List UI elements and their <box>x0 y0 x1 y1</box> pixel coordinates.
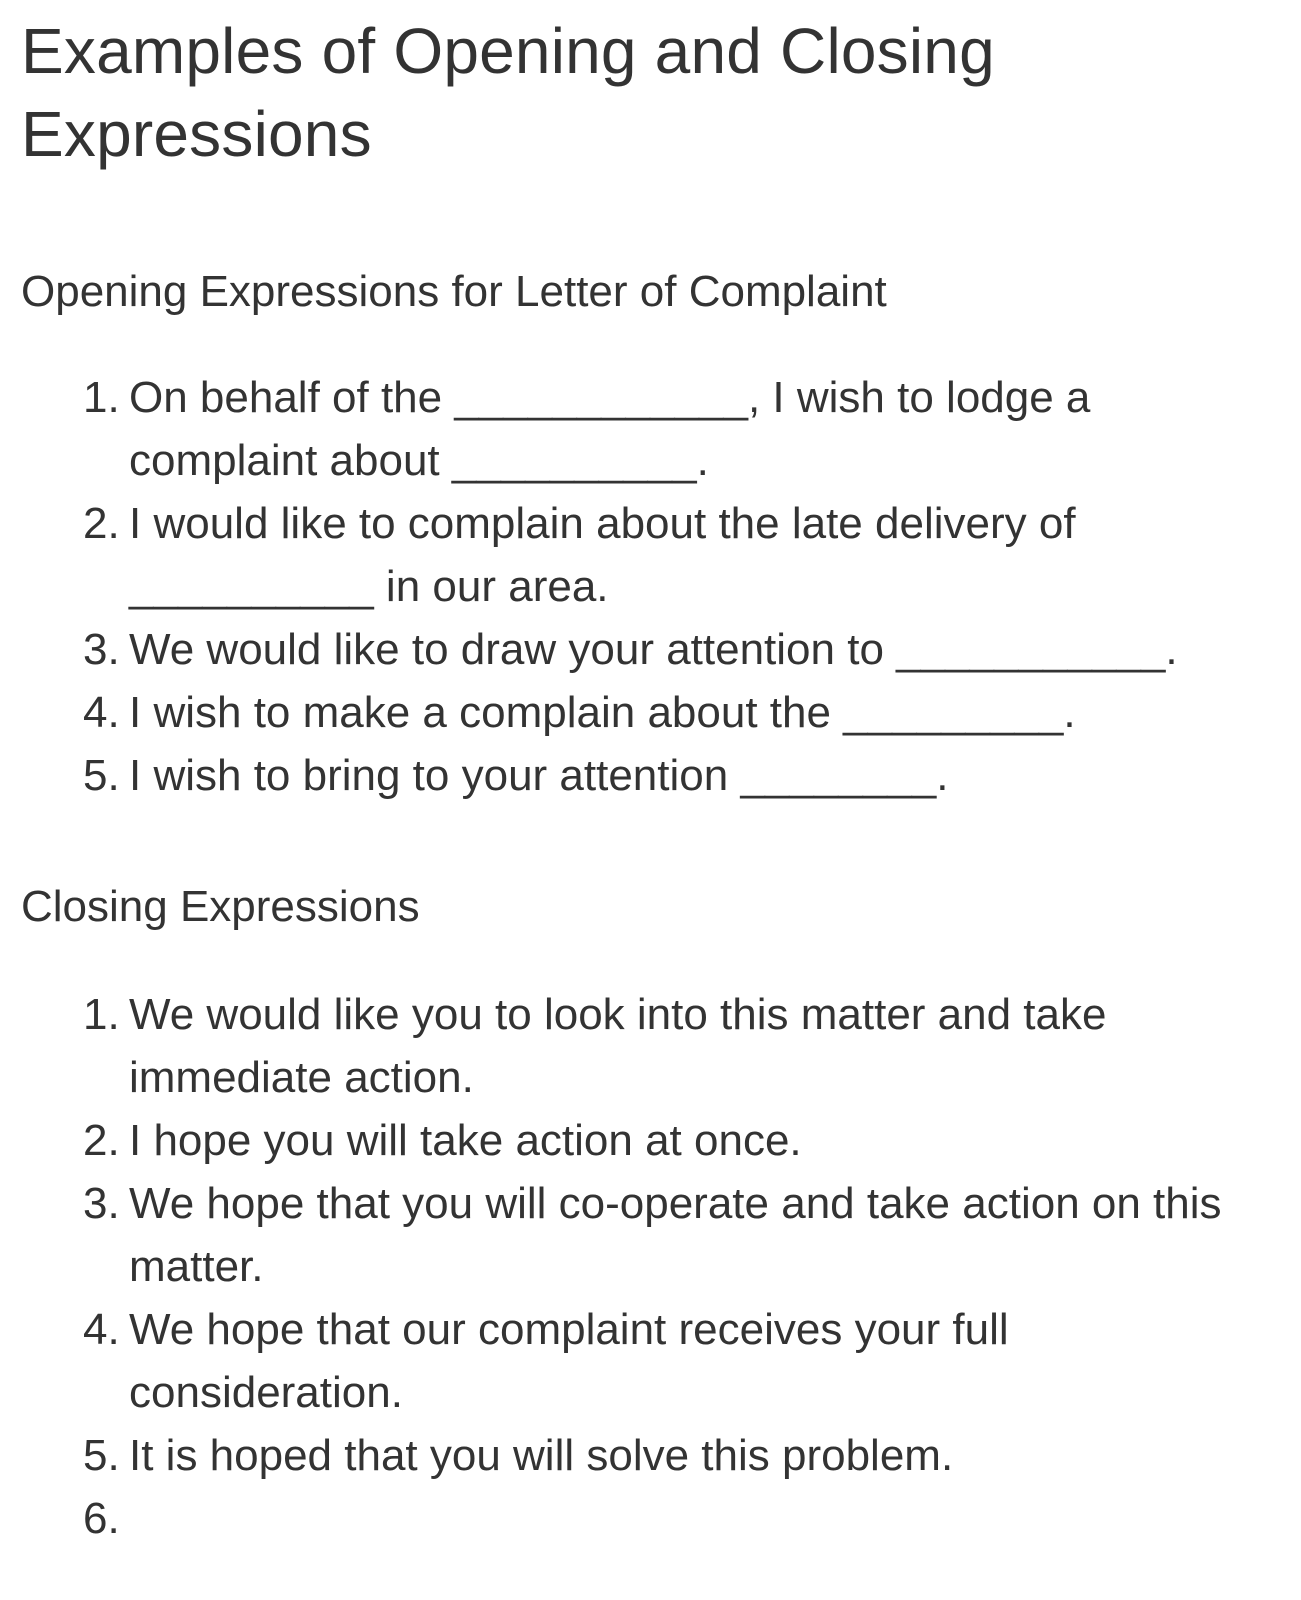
list-item-text: I would like to complain about the late delivery of __________ in our area. <box>129 499 1076 611</box>
list-item-text: I wish to bring to your attention ________. <box>129 751 949 800</box>
list-item <box>83 1109 1281 1172</box>
list-item-number: 4. <box>83 688 120 737</box>
list-item-number: 6. <box>83 1494 120 1543</box>
list-item-number: 2. <box>83 1116 120 1165</box>
list-item-text: We would like you to look into this matter and take immediate action. <box>129 990 1107 1102</box>
list-item <box>83 983 1281 1109</box>
list-item-text: On behalf of the ____________, I wish to lodge a complaint about __________. <box>129 373 1091 485</box>
list-item <box>83 744 1281 807</box>
list-item-number: 5. <box>83 751 120 800</box>
list-item-text: We hope that our complaint receives your full consideration. <box>129 1305 1009 1417</box>
list-item-number: 1. <box>83 990 120 1039</box>
closing-section-heading: Closing Expressions <box>21 882 420 931</box>
list-item-number: 5. <box>83 1431 120 1480</box>
list-item-text: We hope that you will co-operate and take action on this matter. <box>129 1179 1222 1291</box>
list-item-number: 3. <box>83 625 120 674</box>
list-item <box>83 618 1281 681</box>
list-item-number: 3. <box>83 1179 120 1228</box>
closing-expressions-list <box>21 983 1281 1543</box>
list-item <box>83 1298 1281 1424</box>
list-item <box>83 492 1281 618</box>
list-item-text: We would like to draw your attention to ___________. <box>129 625 1178 674</box>
list-item-number: 1. <box>83 373 120 422</box>
list-item-text: It is hoped that you will solve this problem. <box>129 1431 954 1480</box>
list-item-text: I hope you will take action at once. <box>129 1116 802 1165</box>
list-item <box>83 1172 1281 1298</box>
list-item-number: 2. <box>83 499 120 548</box>
list-item <box>83 681 1281 744</box>
opening-section-heading: Opening Expressions for Letter of Complaint <box>21 267 887 316</box>
list-item <box>83 1424 1281 1487</box>
list-item <box>83 366 1281 492</box>
list-item-text: I wish to make a complain about the _________. <box>129 688 1076 737</box>
page-title: Examples of Opening and Closing Expressions <box>21 15 995 170</box>
opening-expressions-list <box>21 366 1281 807</box>
list-item-number: 4. <box>83 1305 120 1354</box>
